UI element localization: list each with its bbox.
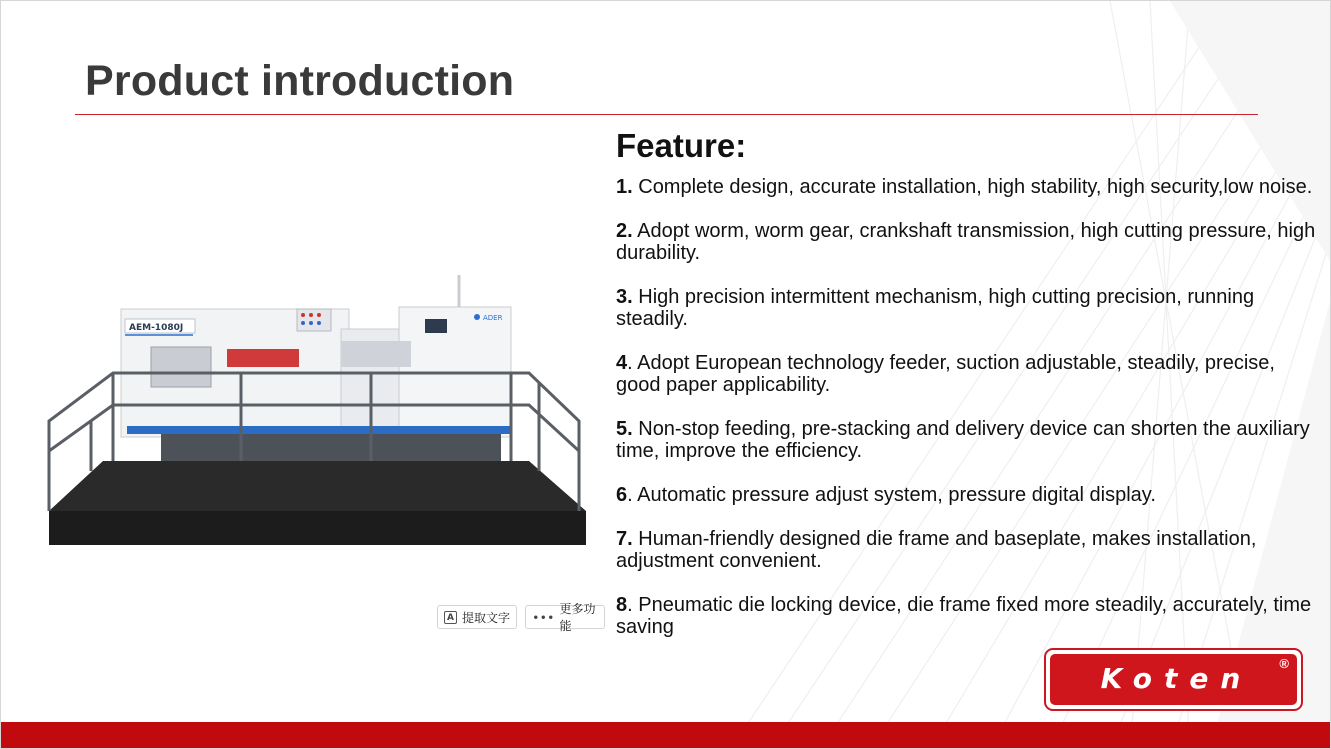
logo-text: Koten bbox=[1100, 662, 1253, 695]
feature-item: 2. Adopt worm, worm gear, crankshaft transmission, high cutting pressure, high durability. bbox=[616, 220, 1316, 264]
title-divider bbox=[75, 114, 1258, 115]
feature-item: 1. Complete design, accurate installation, high stability, high security,low noise. bbox=[616, 176, 1313, 198]
page-title: Product introduction bbox=[85, 57, 515, 105]
koten-logo bbox=[1044, 648, 1303, 711]
extract-text-button[interactable] bbox=[437, 605, 517, 629]
feature-item: 4. Adopt European technology feeder, suction adjustable, steadily, precise, good paper applicability. bbox=[616, 352, 1275, 396]
feature-item: 3. High precision intermittent mechanism, high cutting precision, running steadily. bbox=[616, 286, 1255, 330]
machine-model-label: AEM-1080J bbox=[129, 323, 184, 333]
feature-item: 8. Pneumatic die locking device, die frame fixed more steadily, accurately, time saving bbox=[616, 594, 1312, 638]
extract-text-label: 提取文字 bbox=[462, 610, 511, 625]
registered-mark: ® bbox=[1279, 656, 1289, 671]
feature-item: 7. Human-friendly designed die frame and baseplate, makes installation, adjustment convenient. bbox=[616, 528, 1257, 572]
feature-item: 5. Non-stop feeding, pre-stacking and delivery device can shorten the auxiliary time, improve the efficiency. bbox=[616, 418, 1310, 462]
text-extract-icon: A bbox=[444, 611, 457, 624]
more-functions-label: 更多功能 bbox=[559, 602, 596, 633]
feature-list bbox=[616, 176, 1316, 660]
die-cutting-machine-image bbox=[41, 271, 601, 561]
more-functions-button[interactable] bbox=[525, 602, 605, 633]
feature-item: 6. Automatic pressure adjust system, pressure digital display. bbox=[616, 484, 1156, 506]
ellipsis-icon: ∙∙∙ bbox=[532, 610, 555, 624]
footer-bar bbox=[1, 722, 1331, 749]
logo-badge bbox=[1050, 654, 1297, 705]
machine-brand-label: ADER bbox=[483, 314, 503, 322]
feature-heading: Feature: bbox=[616, 127, 747, 164]
